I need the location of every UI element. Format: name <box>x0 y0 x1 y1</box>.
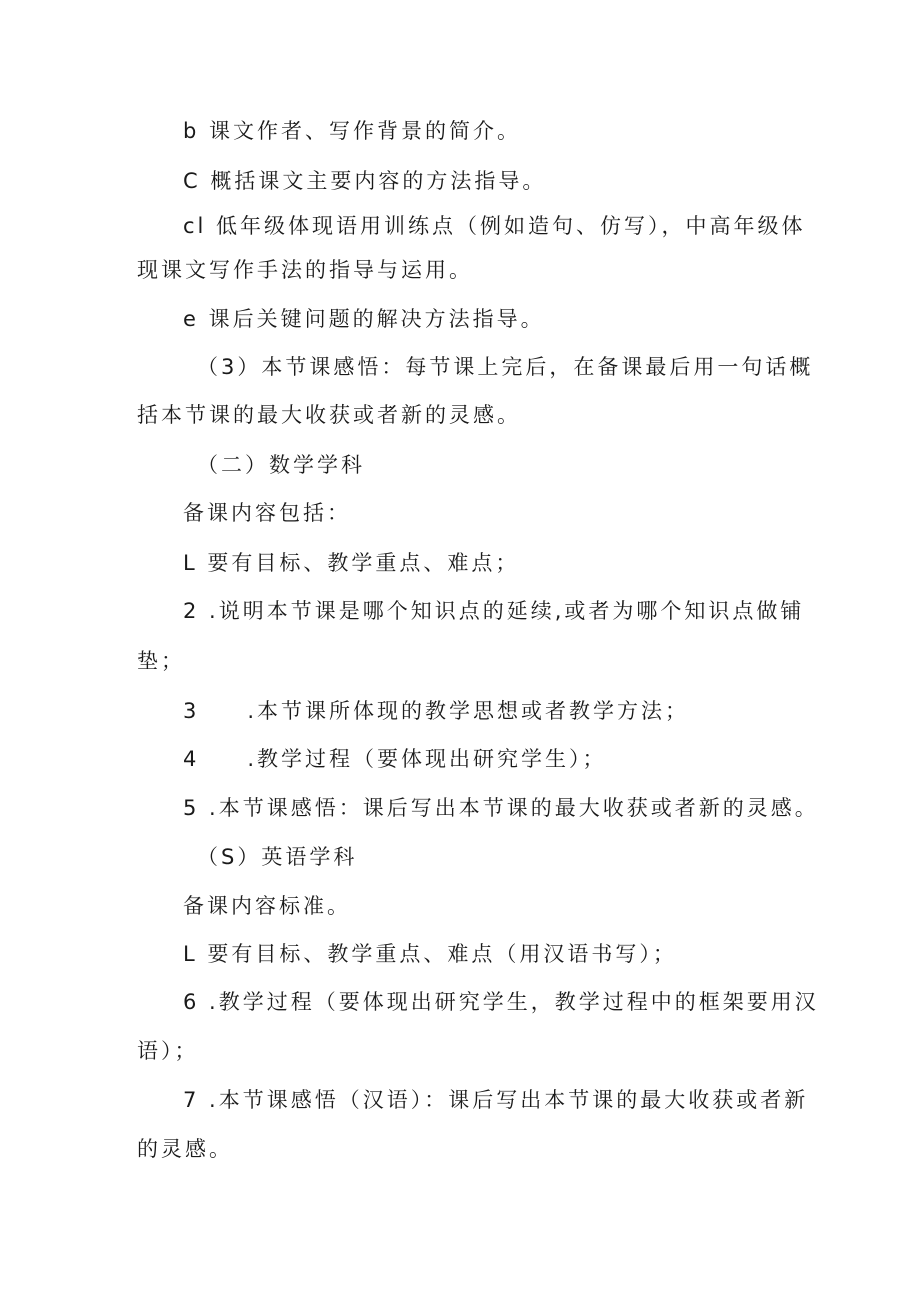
text-line: b 课文作者、写作背景的简介。 <box>183 119 522 143</box>
text-line: （3）本节课感悟：每节课上完后，在备课最后用一句话概 <box>197 355 814 379</box>
list-item: 3 .本节课所体现的教学思想或者教学方法； <box>183 699 690 723</box>
text-line: C 概括课文主要内容的方法指导。 <box>183 169 547 193</box>
text-line: 备课内容包括： <box>183 501 351 525</box>
list-item: 7 .本节课感悟（汉语）：课后写出本节课的最大收获或者新 <box>183 1088 809 1112</box>
list-item: 5 .本节课感悟：课后写出本节课的最大收获或者新的灵感。 <box>183 796 819 820</box>
text-line: 括本节课的最大收获或者新的灵感。 <box>137 403 521 427</box>
section-heading-english: （S）英语学科 <box>197 845 358 869</box>
list-item: L 要有目标、教学重点、难点（用汉语书写）； <box>183 942 677 966</box>
text-line: 的灵感。 <box>137 1137 233 1161</box>
text-line: 垫； <box>137 649 185 673</box>
list-item: 4 .教学过程（要体现出研究学生）； <box>183 747 607 771</box>
list-item: L 要有目标、教学重点、难点； <box>183 551 520 575</box>
section-heading-math: （二）数学学科 <box>197 453 365 477</box>
text-line: cl 低年级体现语用训练点（例如造句、仿写），中高年级体 <box>183 214 806 238</box>
text-line: 备课内容标准。 <box>183 894 351 918</box>
text-line: 现课文写作手法的指导与运用。 <box>137 258 473 282</box>
list-item: 6 .教学过程（要体现出研究学生，教学过程中的框架要用汉 <box>183 990 819 1014</box>
list-item: 2 .说明本节课是哪个知识点的延续,或者为哪个知识点做铺 <box>183 599 805 623</box>
text-line: e 课后关键问题的解决方法指导。 <box>183 307 545 331</box>
text-line: 语）； <box>137 1039 199 1063</box>
